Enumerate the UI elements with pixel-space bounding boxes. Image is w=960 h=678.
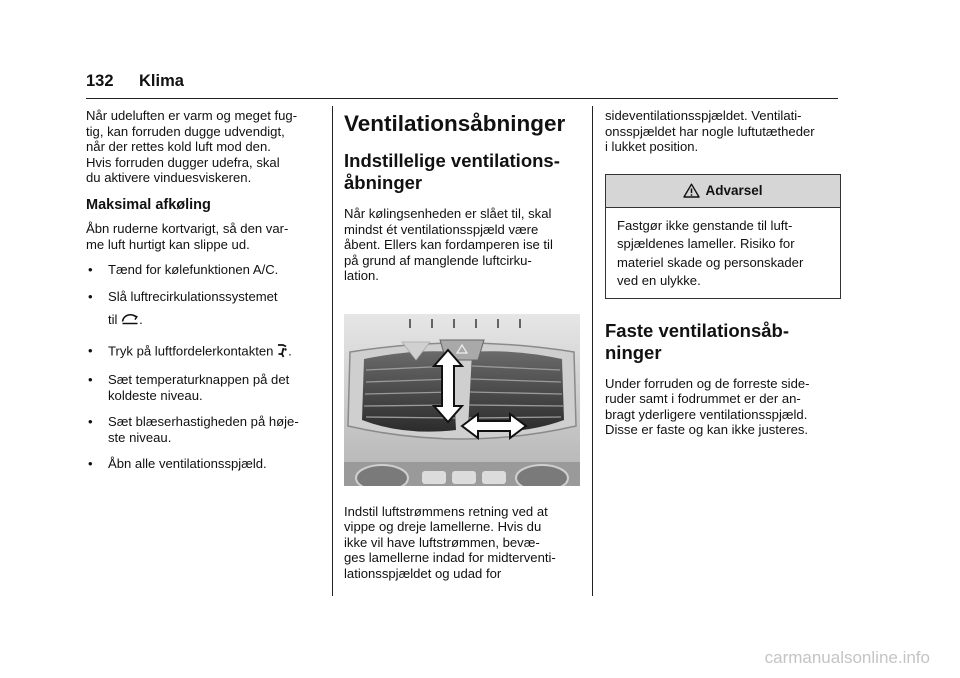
text-line: når der rettes kold luft mod den. (86, 139, 271, 154)
text-line: i lukket position. (605, 139, 699, 154)
subsection-title-adjustable-vents (344, 150, 582, 194)
text-line: Fastgør ikke genstande til luft- (617, 217, 793, 233)
bullet: • (88, 288, 93, 304)
page-header (86, 72, 838, 98)
text-line: ges lamellerne indad for midterventi- (344, 550, 556, 565)
text-line: ved en ulykke. (617, 273, 701, 288)
list-item (86, 414, 322, 445)
text-line: materiel skade og personskader (617, 254, 804, 270)
text-line: Når udeluften er varm og meget fug- (86, 108, 298, 123)
fixed-vents-paragraph (605, 376, 841, 438)
heading-line: åbninger (344, 172, 423, 193)
watermark: carmanualsonline.info (764, 648, 930, 667)
adjustable-vents-paragraph (344, 206, 582, 284)
list-item-text: til (108, 312, 118, 327)
page-number: 132 (86, 72, 114, 90)
column-middle (344, 108, 582, 581)
text-line: Disse er faste og kan ikke justeres. (605, 422, 809, 437)
heading-line: Faste ventilationsåb- (605, 319, 790, 341)
heading-line: Indstillelige ventilations- (344, 150, 560, 171)
list-item-text: . (139, 312, 143, 327)
subsection-title-fixed-vents (605, 320, 841, 364)
column-left (86, 108, 322, 483)
text-line: ruder samt i fodrummet er der an- (605, 391, 801, 406)
list-item-text: ste niveau. (108, 429, 172, 445)
bullet: • (88, 372, 93, 388)
warning-header (606, 175, 840, 208)
text-line: spjældenes lameller. Risiko for (617, 236, 795, 251)
list-item-text: Åbn alle ventilationsspjæld. (108, 456, 267, 472)
warning-triangle-icon (683, 183, 700, 198)
text-line: mindst ét ventilationsspjæld være (344, 221, 539, 237)
list-item-text: Slå luftrecirkulationssystemet (108, 288, 278, 304)
list-item-text: Tænd for kølefunktionen A/C. (108, 262, 279, 277)
list-item-text: Sæt blæserhastigheden på høje- (108, 414, 299, 430)
max-cooling-paragraph (86, 221, 322, 252)
text-line: bragt yderligere ventilationsspjæld. (605, 406, 808, 422)
text-line: onsspjældet har nogle luftutætheder (605, 123, 815, 139)
text-line: du aktivere vinduesviskeren. (86, 170, 252, 185)
list-item-text: Tryk på luftfordelerkontakten (108, 343, 274, 359)
list-item (86, 262, 322, 278)
column-right (605, 108, 841, 438)
continued-paragraph (605, 108, 841, 155)
section-title-vents: Ventilationsåbninger (344, 111, 566, 136)
text-line: Åbn ruderne kortvarigt, så den var- (86, 221, 289, 236)
recirculation-icon (121, 312, 139, 329)
heading-line: ninger (605, 341, 662, 363)
warning-body (606, 208, 840, 298)
text-line: åbent. Ellers kan fordamperen ise til (344, 237, 553, 252)
text-line: sideventilationsspjældet. Ventilati- (605, 108, 802, 123)
column-divider-left (332, 106, 333, 596)
center-air-vents-photo (344, 314, 580, 486)
text-line: Hvis forruden dugger udefra, skal (86, 154, 280, 170)
warning-title: Advarsel (705, 182, 763, 198)
text-line: på grund af manglende luftcirku- (344, 252, 532, 268)
intro-paragraph (86, 108, 322, 186)
column-divider-right (592, 106, 593, 596)
header-rule (86, 98, 838, 99)
list-item-text: . (288, 343, 292, 359)
text-line: me luft hurtigt kan slippe ud. (86, 236, 250, 252)
text-line: ikke vil have luftstrømmen, bevæ- (344, 534, 540, 550)
text-line: Når kølingsenheden er slået til, skal (344, 206, 552, 221)
text-line: Under forruden og de forreste side- (605, 375, 810, 391)
cooling-steps-list (86, 262, 322, 472)
bullet: • (88, 342, 93, 358)
bullet: • (88, 262, 93, 277)
bullet: • (88, 414, 93, 430)
bullet: • (88, 456, 93, 472)
list-item (86, 343, 322, 362)
text-line: vippe og dreje lamellerne. Hvis du (344, 519, 542, 534)
list-item (86, 289, 322, 329)
chapter-title: Klima (139, 72, 184, 90)
text-line: Indstil luftstrømmens retning ved at (344, 503, 548, 519)
list-item-text: koldeste niveau. (108, 387, 203, 403)
text-line: tig, kan forruden dugge udvendigt, (86, 123, 285, 139)
warning-box (605, 174, 841, 299)
text-line: lation. (344, 268, 379, 283)
list-item (86, 372, 322, 403)
vent-direction-paragraph (344, 504, 582, 582)
air-distribution-seat-icon (277, 343, 288, 362)
section-heading-max-cooling: Maksimal afkøling (86, 196, 211, 213)
text-line: lationsspjældet og udad for (344, 565, 502, 581)
list-item-text: Sæt temperaturknappen på det (108, 372, 290, 388)
list-item (86, 456, 322, 472)
